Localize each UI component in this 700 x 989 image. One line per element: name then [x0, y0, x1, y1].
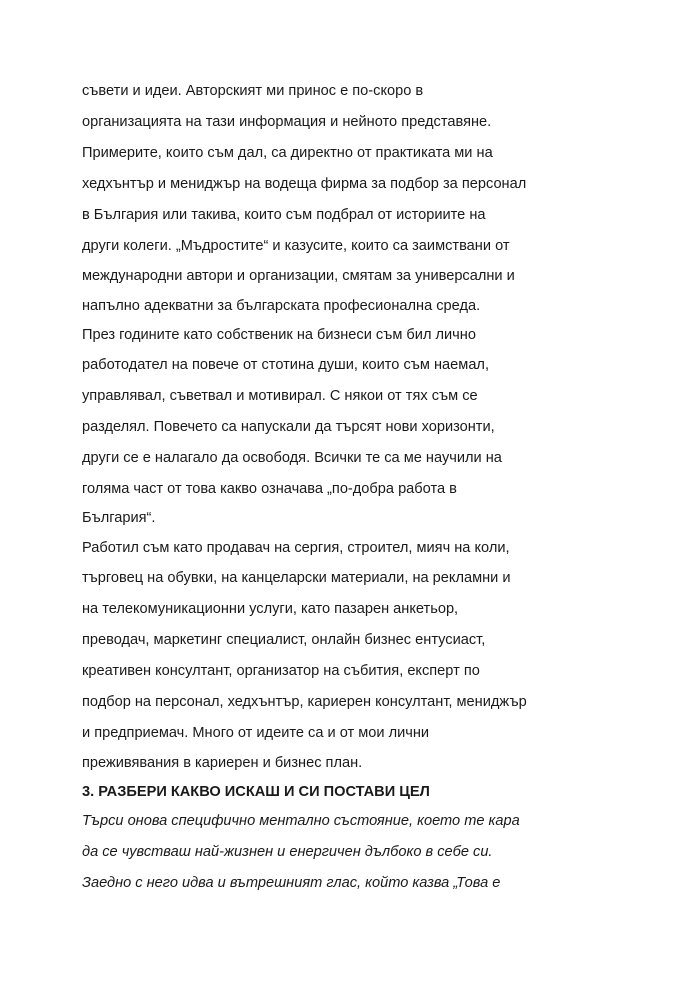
paragraph-line: други се е налагало да освободя. Всички те са ме научили на	[82, 450, 502, 466]
section-heading: 3. РАЗБЕРИ КАКВО ИСКАШ И СИ ПОСТАВИ ЦЕЛ	[82, 784, 430, 800]
paragraph-line: други колеги. „Мъдростите“ и казусите, които са заимствани от	[82, 238, 510, 254]
paragraph-line: България“.	[82, 510, 156, 526]
paragraph-line: организацията на тази информация и нейното представяне.	[82, 114, 492, 130]
paragraph-line: преводач, маркетинг специалист, онлайн бизнес ентусиаст,	[82, 632, 486, 648]
paragraph-line: преживявания в кариерен и бизнес план.	[82, 755, 363, 771]
paragraph-line: на телекомуникационни услуги, като пазарен анкетьор,	[82, 601, 459, 617]
italic-line: Търси онова специфично ментално състояние, което те кара	[82, 813, 520, 829]
paragraph-line: и предприемач. Много от идеите са и от мои лични	[82, 725, 430, 741]
paragraph-line: Работил съм като продавач на сергия, строител, мияч на коли,	[82, 540, 510, 556]
paragraph-line: разделял. Повечето са напускали да търсят нови хоризонти,	[82, 419, 495, 435]
paragraph-line: управлявал, съветвал и мотивирал. С някои от тях съм се	[82, 388, 478, 404]
paragraph-line: голяма част от това какво означава „по-добра работа в	[82, 481, 457, 497]
paragraph-line: Примерите, които съм дал, са директно от практиката ми на	[82, 145, 493, 161]
paragraph-line: търговец на обувки, на канцеларски материали, на рекламни и	[82, 570, 511, 586]
paragraph-line: напълно адекватни за българската професионална среда.	[82, 298, 481, 314]
italic-line: Заедно с него идва и вътрешният глас, който казва „Това е	[82, 875, 501, 891]
paragraph-line: През годините като собственик на бизнеси съм бил лично	[82, 327, 476, 343]
paragraph-line: в България или такива, които съм подбрал от историите на	[82, 207, 486, 223]
paragraph-line: съвети и идеи. Авторският ми принос е по-скоро в	[82, 83, 424, 99]
paragraph-line: креативен консултант, организатор на събития, експерт по	[82, 663, 480, 679]
paragraph-line: подбор на персонал, хедхънтър, кариерен консултант, мениджър	[82, 694, 527, 710]
italic-line: да се чувстваш най-жизнен и енергичен дълбоко в себе си.	[82, 844, 493, 860]
paragraph-line: хедхънтър и мениджър на водеща фирма за подбор за персонал	[82, 176, 527, 192]
paragraph-line: работодател на повече от стотина души, които съм наемал,	[82, 357, 489, 373]
paragraph-line: международни автори и организации, смятам за универсални и	[82, 268, 515, 284]
